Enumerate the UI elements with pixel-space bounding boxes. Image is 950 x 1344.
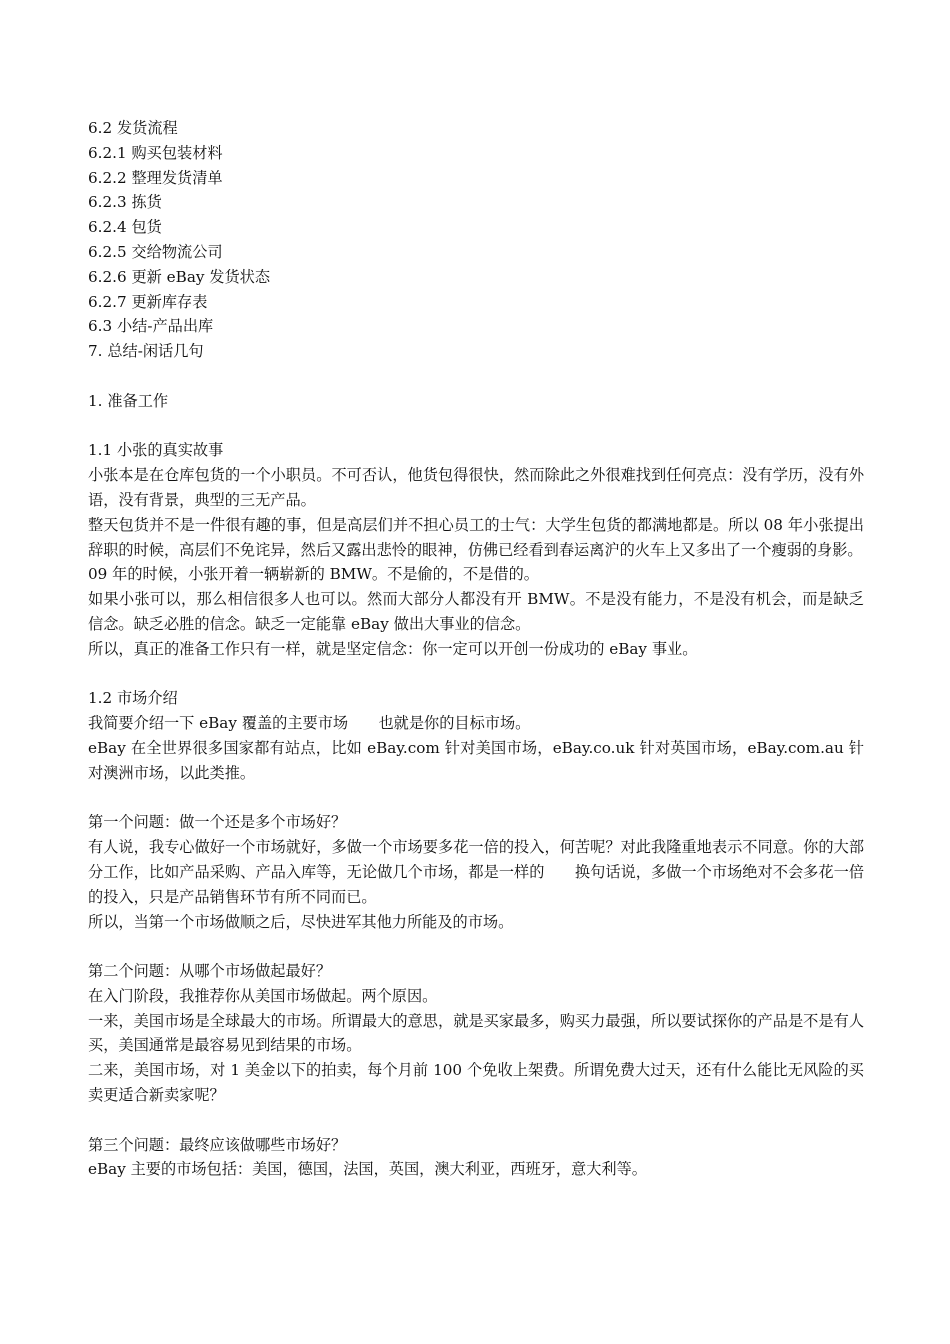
section-1-2 <box>88 686 864 785</box>
spacer <box>88 662 864 687</box>
spacer <box>88 1108 864 1133</box>
question-1 <box>88 810 864 934</box>
document-body <box>88 116 864 1182</box>
question-heading: 第一个问题：做一个还是多个市场好？ <box>88 813 347 832</box>
paragraph: 我简要介绍一下 eBay 覆盖的主要市场 也就是你的目标市场。 <box>88 714 531 733</box>
toc-item: 6.2 发货流程 <box>88 119 178 137</box>
toc-item: 6.3 小结-产品出库 <box>88 317 214 336</box>
paragraph: 所以，真正的准备工作只有一样，就是坚定信念：你一定可以开创一份成功的 eBay 事业。 <box>88 639 698 658</box>
paragraph: 二来，美国市场，对 1 美金以下的拍卖，每个月前 100 个免收上架费。所谓免费大过天，还有什么能比无风险的买卖更适合新卖家呢？ <box>88 1061 864 1105</box>
paragraph: 整天包货并不是一件很有趣的事，但是高层们并不担心员工的士气：大学生包货的都满地都是。所以 08 年小张提出辞职的时候，高层们不免诧异，然后又露出悲怜的眼神，仿佛已经看到春运离沪的火车上又多出了一个瘦弱的身影。 <box>88 515 864 559</box>
subsection-heading: 1.1 小张的真实故事 <box>88 441 224 460</box>
spacer <box>88 364 864 389</box>
toc-item: 6.2.4 包货 <box>88 218 162 237</box>
paragraph: 有人说，我专心做好一个市场就好，多做一个市场要多花一倍的投入，何苦呢？对此我隆重地表示不同意。你的大部分工作，比如产品采购、产品入库等，无论做几个市场，都是一样的 换句话说，多做一个市场绝对不会多花一倍的投入，只是产品销售环节有所不同而已。 <box>88 838 864 906</box>
toc-item: 6.2.2 整理发货清单 <box>88 168 223 187</box>
question-heading: 第三个问题：最终应该做哪些市场好？ <box>88 1135 347 1154</box>
paragraph: 所以，当第一个市场做顺之后，尽快进军其他力所能及的市场。 <box>88 912 514 931</box>
subsection-heading: 1.2 市场介绍 <box>88 689 178 708</box>
paragraph: 小张本是在仓库包货的一个小职员。不可否认，他货包得很快，然而除此之外很难找到任何亮点：没有学历，没有外语，没有背景，典型的三无产品。 <box>88 466 864 509</box>
section-heading: 1. 准备工作 <box>88 391 169 410</box>
toc-item: 7. 总结-闲话几句 <box>88 342 204 361</box>
spacer <box>88 786 864 811</box>
question-3 <box>88 1133 864 1183</box>
toc-item: 6.2.3 拣货 <box>88 193 162 212</box>
toc-item: 6.2.7 更新库存表 <box>88 292 208 311</box>
section-1-1 <box>88 438 864 661</box>
spacer <box>88 934 864 959</box>
paragraph: 09 年的时候，小张开着一辆崭新的 BMW。不是偷的，不是借的。 <box>88 565 539 584</box>
question-heading: 第二个问题：从哪个市场做起最好？ <box>88 962 331 981</box>
toc-item: 6.2.6 更新 eBay 发货状态 <box>88 267 271 286</box>
toc-item: 6.2.5 交给物流公司 <box>88 242 223 261</box>
paragraph: eBay 主要的市场包括：美国，德国，法国，英国，澳大利亚，西班牙，意大利等。 <box>88 1160 647 1179</box>
paragraph: 如果小张可以，那么相信很多人也可以。然而大部分人都没有开 BMW。不是没有能力，不是没有机会，而是缺乏信念。缺乏必胜的信念。缺乏一定能靠 eBay 做出大事业的信念。 <box>88 590 864 633</box>
question-2 <box>88 959 864 1108</box>
spacer <box>88 414 864 439</box>
paragraph: 一来，美国市场是全球最大的市场。所谓最大的意思，就是买家最多，购买力最强，所以要试探你的产品是不是有人买，美国通常是最容易见到结果的市场。 <box>88 1011 864 1055</box>
table-of-contents <box>88 116 864 364</box>
paragraph: 在入门阶段，我推荐你从美国市场做起。两个原因。 <box>88 986 438 1005</box>
paragraph: eBay 在全世界很多国家都有站点，比如 eBay.com 针对美国市场，eBay.co.uk 针对英国市场，eBay.com.au 针对澳洲市场，以此类推。 <box>88 738 864 782</box>
toc-item: 6.2.1 购买包装材料 <box>88 143 223 162</box>
